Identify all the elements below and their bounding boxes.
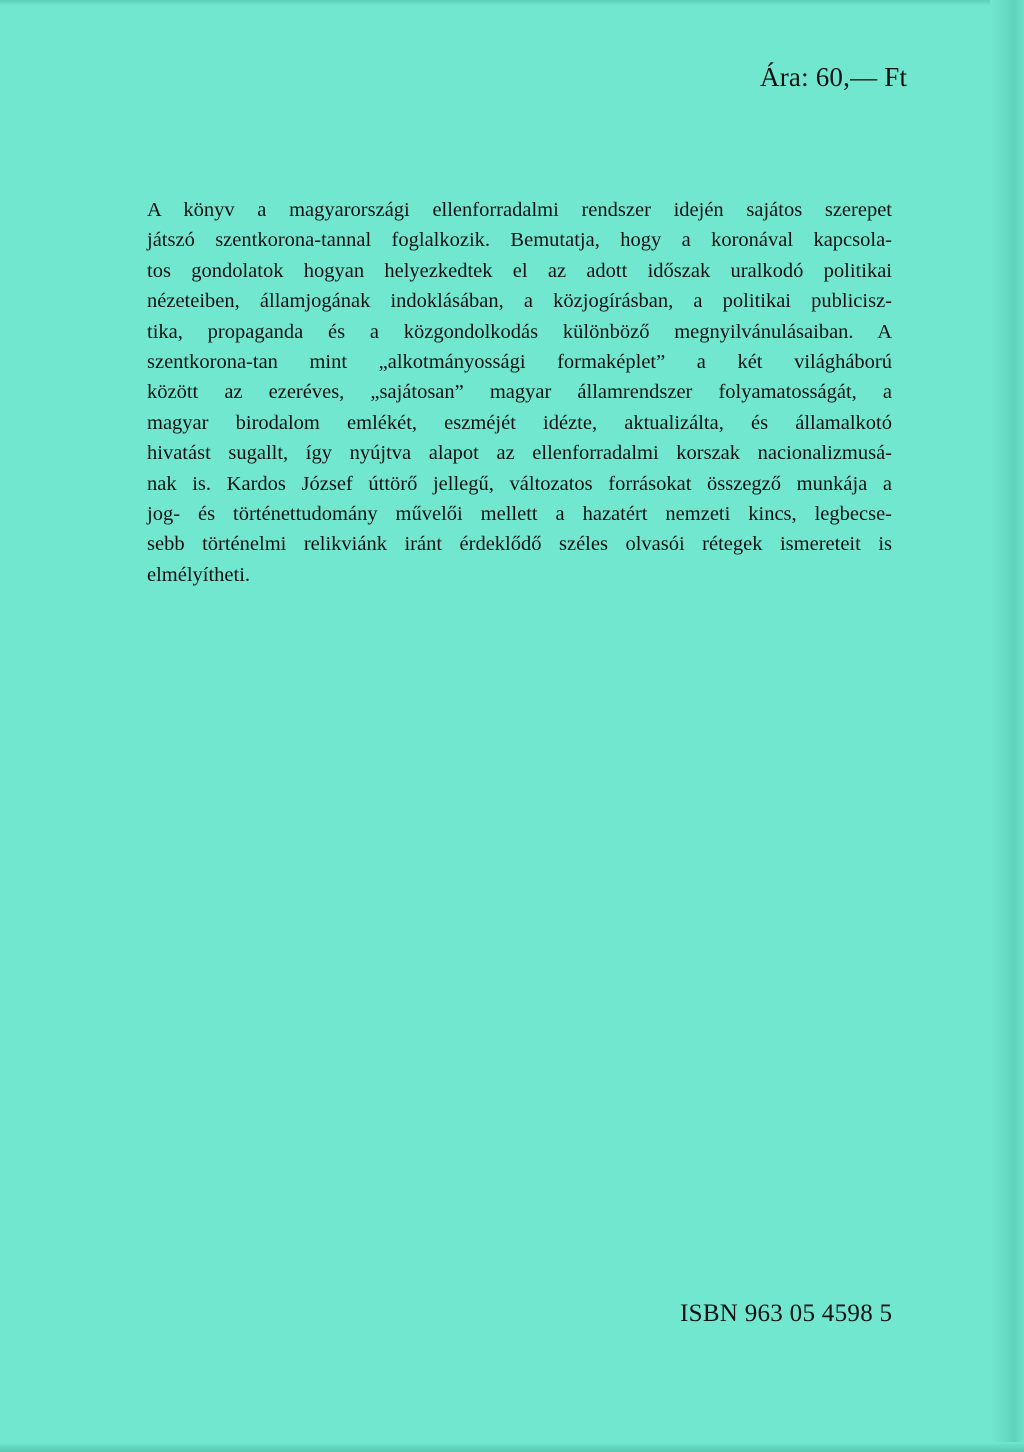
cover-bottom-edge	[0, 1442, 1024, 1452]
description-line: nézeteiben, államjogának indoklásában, a közjogírásban, a politikai publicisz-	[147, 290, 892, 313]
description-line: tika, propaganda és a közgondolkodás különböző megnyilvánulásaiban. A	[147, 320, 892, 343]
description-line: tos gondolatok hogyan helyezkedtek el az adott időszak uralkodó politikai	[147, 259, 892, 282]
description-line: elmélyítheti.	[147, 563, 251, 586]
description-line: között az ezeréves, „sajátosan” magyar államrendszer folyamatosságát, a	[147, 381, 892, 404]
isbn-label: ISBN 963 05 4598 5	[680, 1300, 893, 1327]
description-line: szentkorona-tan mint „alkotmányossági formaképlet” a két világháború	[147, 350, 892, 373]
price-label: Ára: 60,— Ft	[760, 62, 908, 92]
book-description	[147, 195, 892, 590]
description-line: hivatást sugallt, így nyújtva alapot az ellenforradalmi korszak nacionalizmusá-	[147, 442, 892, 465]
description-line: nak is. Kardos József úttörő jellegű, változatos forrásokat összegző munkája a	[147, 472, 892, 495]
cover-spine-edge	[990, 0, 1024, 1452]
description-line: jog- és történettudomány művelői mellett a hazatért nemzeti kincs, legbecse-	[147, 502, 892, 525]
description-line: sebb történelmi relikviánk iránt érdeklődő széles olvasói rétegek ismereteit is	[147, 533, 892, 556]
cover-top-edge	[0, 0, 1024, 6]
description-line: magyar birodalom emlékét, eszméjét idézte, aktualizálta, és államalkotó	[147, 411, 892, 434]
description-line: A könyv a magyarországi ellenforradalmi rendszer idején sajátos szerepet	[147, 199, 892, 221]
description-line: játszó szentkorona-tannal foglalkozik. Bemutatja, hogy a koronával kapcsola-	[147, 229, 892, 252]
